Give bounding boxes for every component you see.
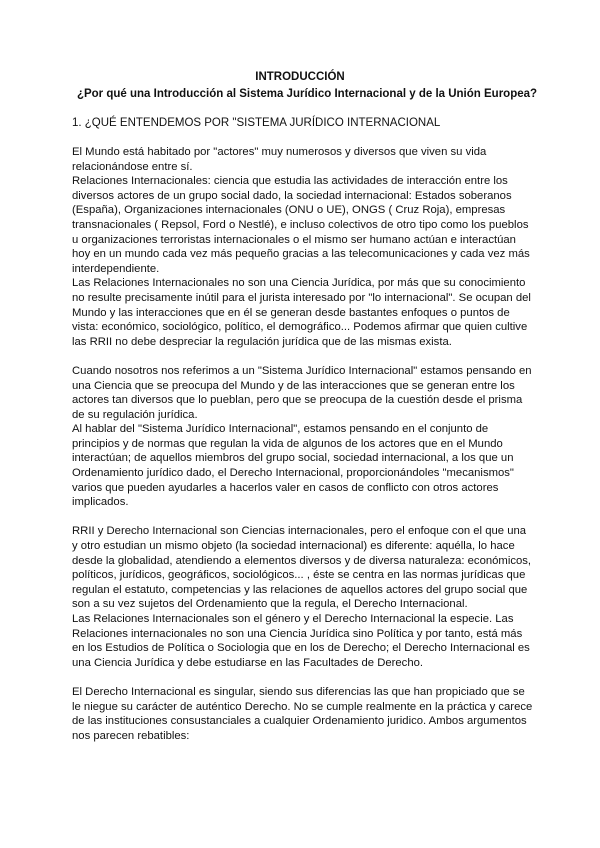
text-line: le niegue su carácter de auténtico Derecho. No se cumple realmente en la práctica y carece bbox=[72, 700, 533, 713]
text-line: de su regulación jurídica. bbox=[72, 408, 198, 421]
paragraph bbox=[72, 685, 532, 743]
text-line: de las instituciones consustanciales a cualquier Ordenamiento juridico. Ambos argumentos bbox=[72, 715, 527, 728]
text-line: Relaciones internacionales no son una Ciencia Jurídica sino Política y por tanto, está más bbox=[72, 627, 523, 640]
text-line: Cuando nosotros nos referimos a un "Sistema Jurídico Internacional" estamos pensando en bbox=[72, 364, 532, 377]
text-line: una Ciencia Jurídica y debe estudiarse en las Facultades de Derecho. bbox=[72, 656, 424, 669]
text-line: principios y de normas que regulan la vida de algunos de los actores que en el Mundo bbox=[72, 437, 503, 450]
text-line: Relaciones Internacionales: ciencia que estudia las actividades de interacción entre los bbox=[72, 175, 508, 188]
text-line: Al hablar del "Sistema Jurídico Internacional", estamos pensando en el conjunto de bbox=[72, 423, 489, 436]
text-line: vista: económico, sociológico, político, el demográfico... Podemos afirmar que quien cultive bbox=[72, 321, 528, 334]
text-line: no resulte precisamente inútil para el jurista interesado por "lo internacional". Se ocupan del bbox=[72, 291, 531, 304]
text-line: las RRII no debe despreciar la regulación jurídica que de las mismas exista. bbox=[72, 335, 452, 348]
text-line: desde la globalidad, atendiendo a elementos diversos y de diversa naturaleza: económicos, bbox=[72, 554, 532, 567]
text-line: nos parecen rebatibles: bbox=[72, 729, 190, 742]
paragraph bbox=[72, 364, 532, 510]
text-line: actores tan diversos que lo pueblan, pero que se preocupa de la cuestión desde el prisma bbox=[72, 394, 523, 407]
text-line: RRII y Derecho Internacional son Ciencias internacionales, pero el enfoque con el que una bbox=[72, 525, 527, 538]
document-subtitle: ¿Por qué una Introducción al Sistema Jurídico Internacional y de la Unión Europea? bbox=[76, 88, 538, 100]
text-line: Las Relaciones Internacionales no son una Ciencia Jurídica, por más que su conocimiento bbox=[72, 277, 526, 290]
document-title: INTRODUCCIÓN bbox=[255, 71, 345, 83]
paragraph bbox=[72, 145, 532, 349]
paragraph bbox=[72, 524, 532, 670]
text-line: relacionándose entre sí. bbox=[72, 160, 193, 173]
text-line: y otro estudian un mismo objeto (la sociedad internacional) es diferente: aquélla, lo hace bbox=[72, 540, 515, 553]
text-line: El Mundo está habitado por "actores" muy numerosos y diversos que viven su vida bbox=[72, 146, 487, 158]
text-line: u organizaciones terroristas internacionales o el mismo ser humano actúan e interactúan bbox=[72, 233, 516, 246]
text-line: diversos actores de un grupo social dado, la sociedad internacional: Estados soberanos bbox=[72, 189, 512, 202]
text-line: una Ciencia que se preocupa del Mundo y de las interacciones que se generan entre los bbox=[72, 379, 515, 392]
text-line: transnacionales ( Repsol, Ford o Nestlé), e incluso colectivos de otro tipo como los pueblos bbox=[72, 218, 529, 231]
text-line: interactúan; de aquellos miembros del grupo social, sociedad internacional, a los que un bbox=[72, 452, 514, 465]
text-line: hoy en un mundo cada vez más pequeño gracias a las telecomunicaciones y cada vez más bbox=[72, 248, 530, 261]
text-line: Ordenamiento jurídico dado, el Derecho Internacional, proporcionándoles "mecanismos" bbox=[72, 467, 514, 480]
document-body bbox=[72, 145, 532, 758]
text-line: políticos, jurídicos, geográficos, sociológicos... , éste se centra en las normas jurídicas que bbox=[72, 569, 526, 582]
text-line: interdependiente. bbox=[72, 262, 160, 275]
text-line: regulan el estatuto, competencias y las relaciones de aquellos actores del grupo social que bbox=[72, 583, 528, 596]
text-line: Mundo y las interacciones que en él se generan desde bastantes enfoques o puntos de bbox=[72, 306, 510, 319]
section-heading: 1. ¿QUÉ ENTENDEMOS POR "SISTEMA JURÍDICO INTERNACIONAL bbox=[72, 117, 441, 129]
text-line: varios que pueden ayudarles a hacerlos valer en casos de conflicto con otros actores bbox=[72, 481, 499, 494]
text-line: son a su vez sujetos del Ordenamiento que la regula, el Derecho Internacional. bbox=[72, 598, 468, 611]
text-line: (España), Organizaciones internacionales (ONU o UE), ONGS ( Cruz Roja), empresas bbox=[72, 204, 506, 217]
text-line: El Derecho Internacional es singular, siendo sus diferencias las que han propiciado que se bbox=[72, 685, 525, 698]
text-line: en los Estudios de Política o Sociologia que en los de Derecho; el Derecho Internacional es bbox=[72, 642, 530, 655]
text-line: implicados. bbox=[72, 496, 129, 509]
text-line: Las Relaciones Internacionales son el género y el Derecho Internacional la especie. Las bbox=[72, 613, 514, 625]
